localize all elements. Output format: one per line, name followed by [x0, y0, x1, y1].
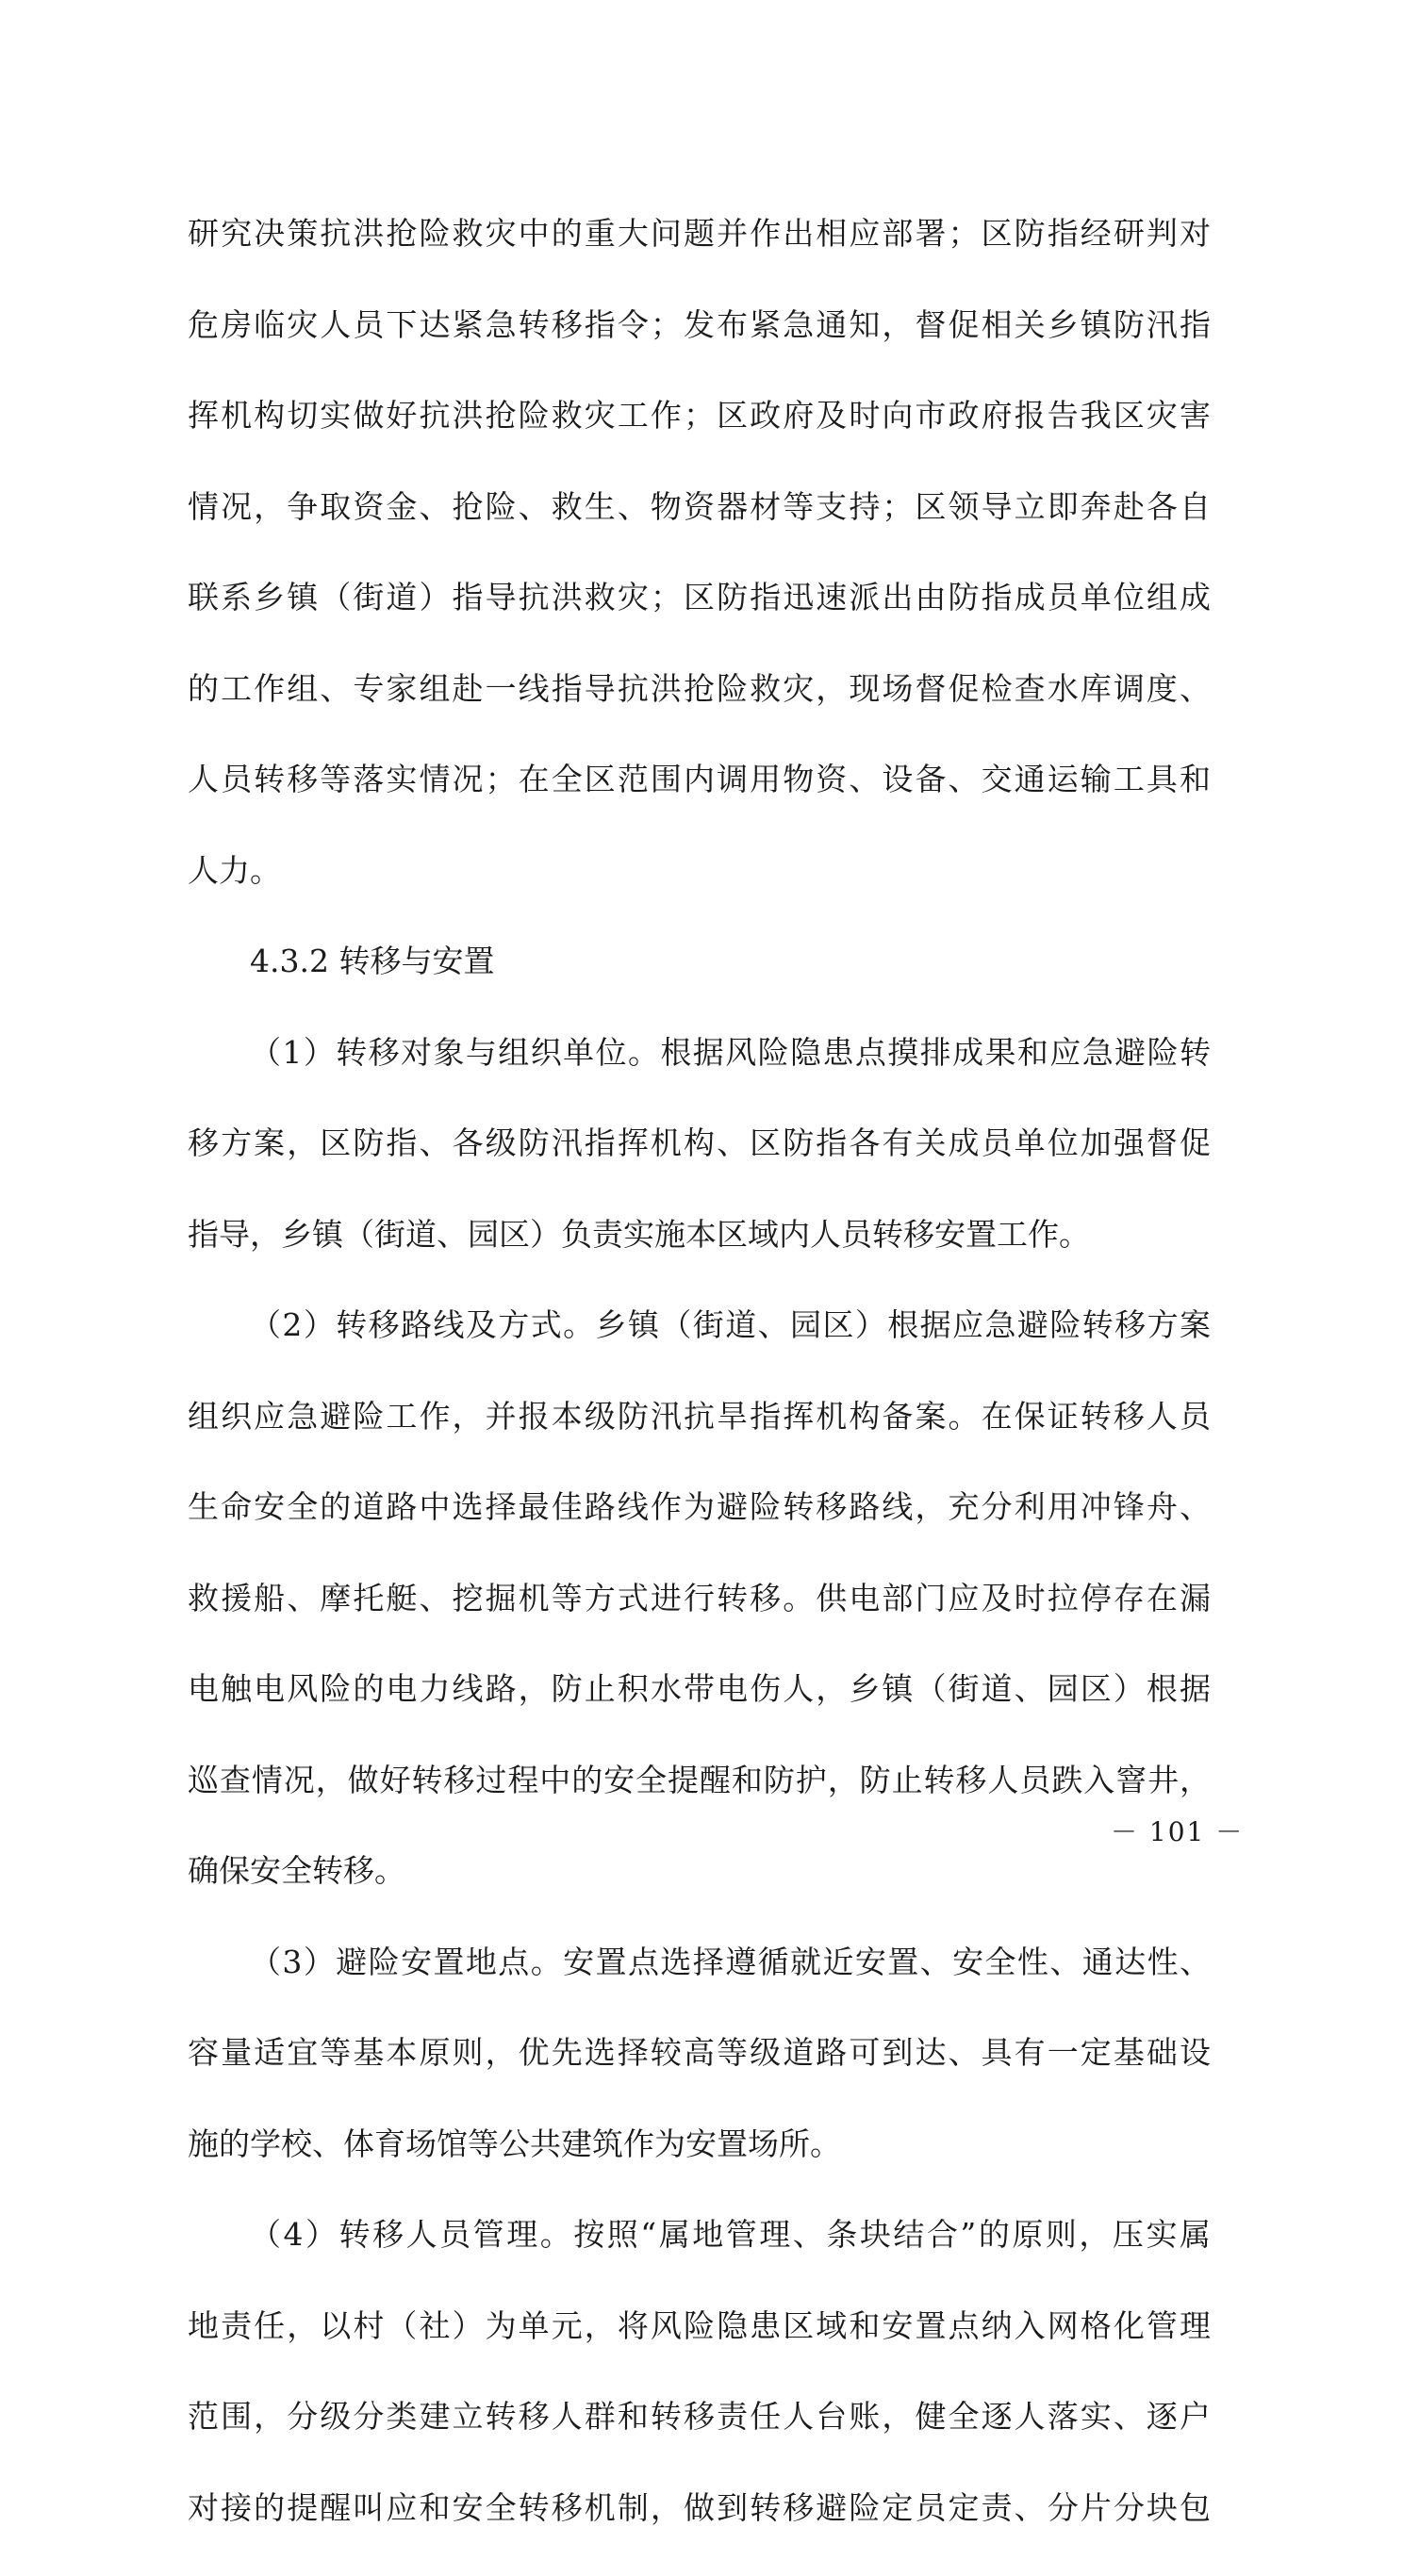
text-line: 容量适宜等基本原则，优先选择较高等级道路可到达、具有一定基础设: [188, 2030, 1211, 2122]
text-line: 救援船、摩托艇、挖掘机等方式进行转移。供电部门应及时拉停存在漏: [188, 1576, 1211, 1667]
text-line: 联系乡镇（街道）指导抗洪救灾；区防指迅速派出由防指成员单位组成: [188, 575, 1211, 666]
text-line: 移方案，区防指、各级防汛指挥机构、区防指各有关成员单位加强督促: [188, 1121, 1211, 1212]
page-number: － 101 －: [1111, 1813, 1224, 1851]
text-line: 挥机构切实做好抗洪抢险救灾工作；区政府及时向市政府报告我区灾害: [188, 393, 1211, 484]
text-line: 人力。: [188, 848, 1211, 940]
paragraph-start-line: （3）避险安置地点。安置点选择遵循就近安置、安全性、通达性、: [188, 1940, 1211, 2031]
text-line: 指导，乡镇（街道、园区）负责实施本区域内人员转移安置工作。: [188, 1212, 1211, 1304]
text-line: 的工作组、专家组赴一线指导抗洪抢险救灾，现场督促检查水库调度、: [188, 666, 1211, 758]
text-line: 对接的提醒叫应和安全转移机制，做到转移避险定员定责、分片分块包: [188, 2486, 1211, 2576]
paragraph-start-line: （1）转移对象与组织单位。根据风险隐患点摸排成果和应急避险转: [188, 1030, 1211, 1122]
text-line: 巡查情况，做好转移过程中的安全提醒和防护，防止转移人员跌入窨井，: [188, 1758, 1211, 1849]
text-line: 组织应急避险工作，并报本级防汛抗旱指挥机构备案。在保证转移人员: [188, 1394, 1211, 1485]
text-line: 生命安全的道路中选择最佳路线作为避险转移路线，充分利用冲锋舟、: [188, 1485, 1211, 1576]
text-line: 研究决策抗洪抢险救灾中的重大问题并作出相应部署；区防指经研判对: [188, 211, 1211, 303]
body-text: [188, 211, 1211, 2576]
text-line: 范围，分级分类建立转移人群和转移责任人台账，健全逐人落实、逐户: [188, 2394, 1211, 2486]
text-line: 施的学校、体育场馆等公共建筑作为安置场所。: [188, 2122, 1211, 2213]
text-line: 地责任，以村（社）为单元，将风险隐患区域和安置点纳入网格化管理: [188, 2304, 1211, 2395]
text-line: 情况，争取资金、抢险、救生、物资器材等支持；区领导立即奔赴各自: [188, 484, 1211, 576]
text-line: 危房临灾人员下达紧急转移指令；发布紧急通知，督促相关乡镇防汛指: [188, 303, 1211, 394]
text-line: 确保安全转移。: [188, 1848, 1211, 1940]
section-heading: 4.3.2 转移与安置: [188, 939, 1211, 1030]
text-line: 人员转移等落实情况；在全区范围内调用物资、设备、交通运输工具和: [188, 757, 1211, 848]
paragraph-start-line: （4）转移人员管理。按照“属地管理、条块结合”的原则，压实属: [188, 2212, 1211, 2304]
text-line: 电触电风险的电力线路，防止积水带电伤人，乡镇（街道、园区）根据: [188, 1666, 1211, 1758]
paragraph-start-line: （2）转移路线及方式。乡镇（街道、园区）根据应急避险转移方案: [188, 1303, 1211, 1394]
